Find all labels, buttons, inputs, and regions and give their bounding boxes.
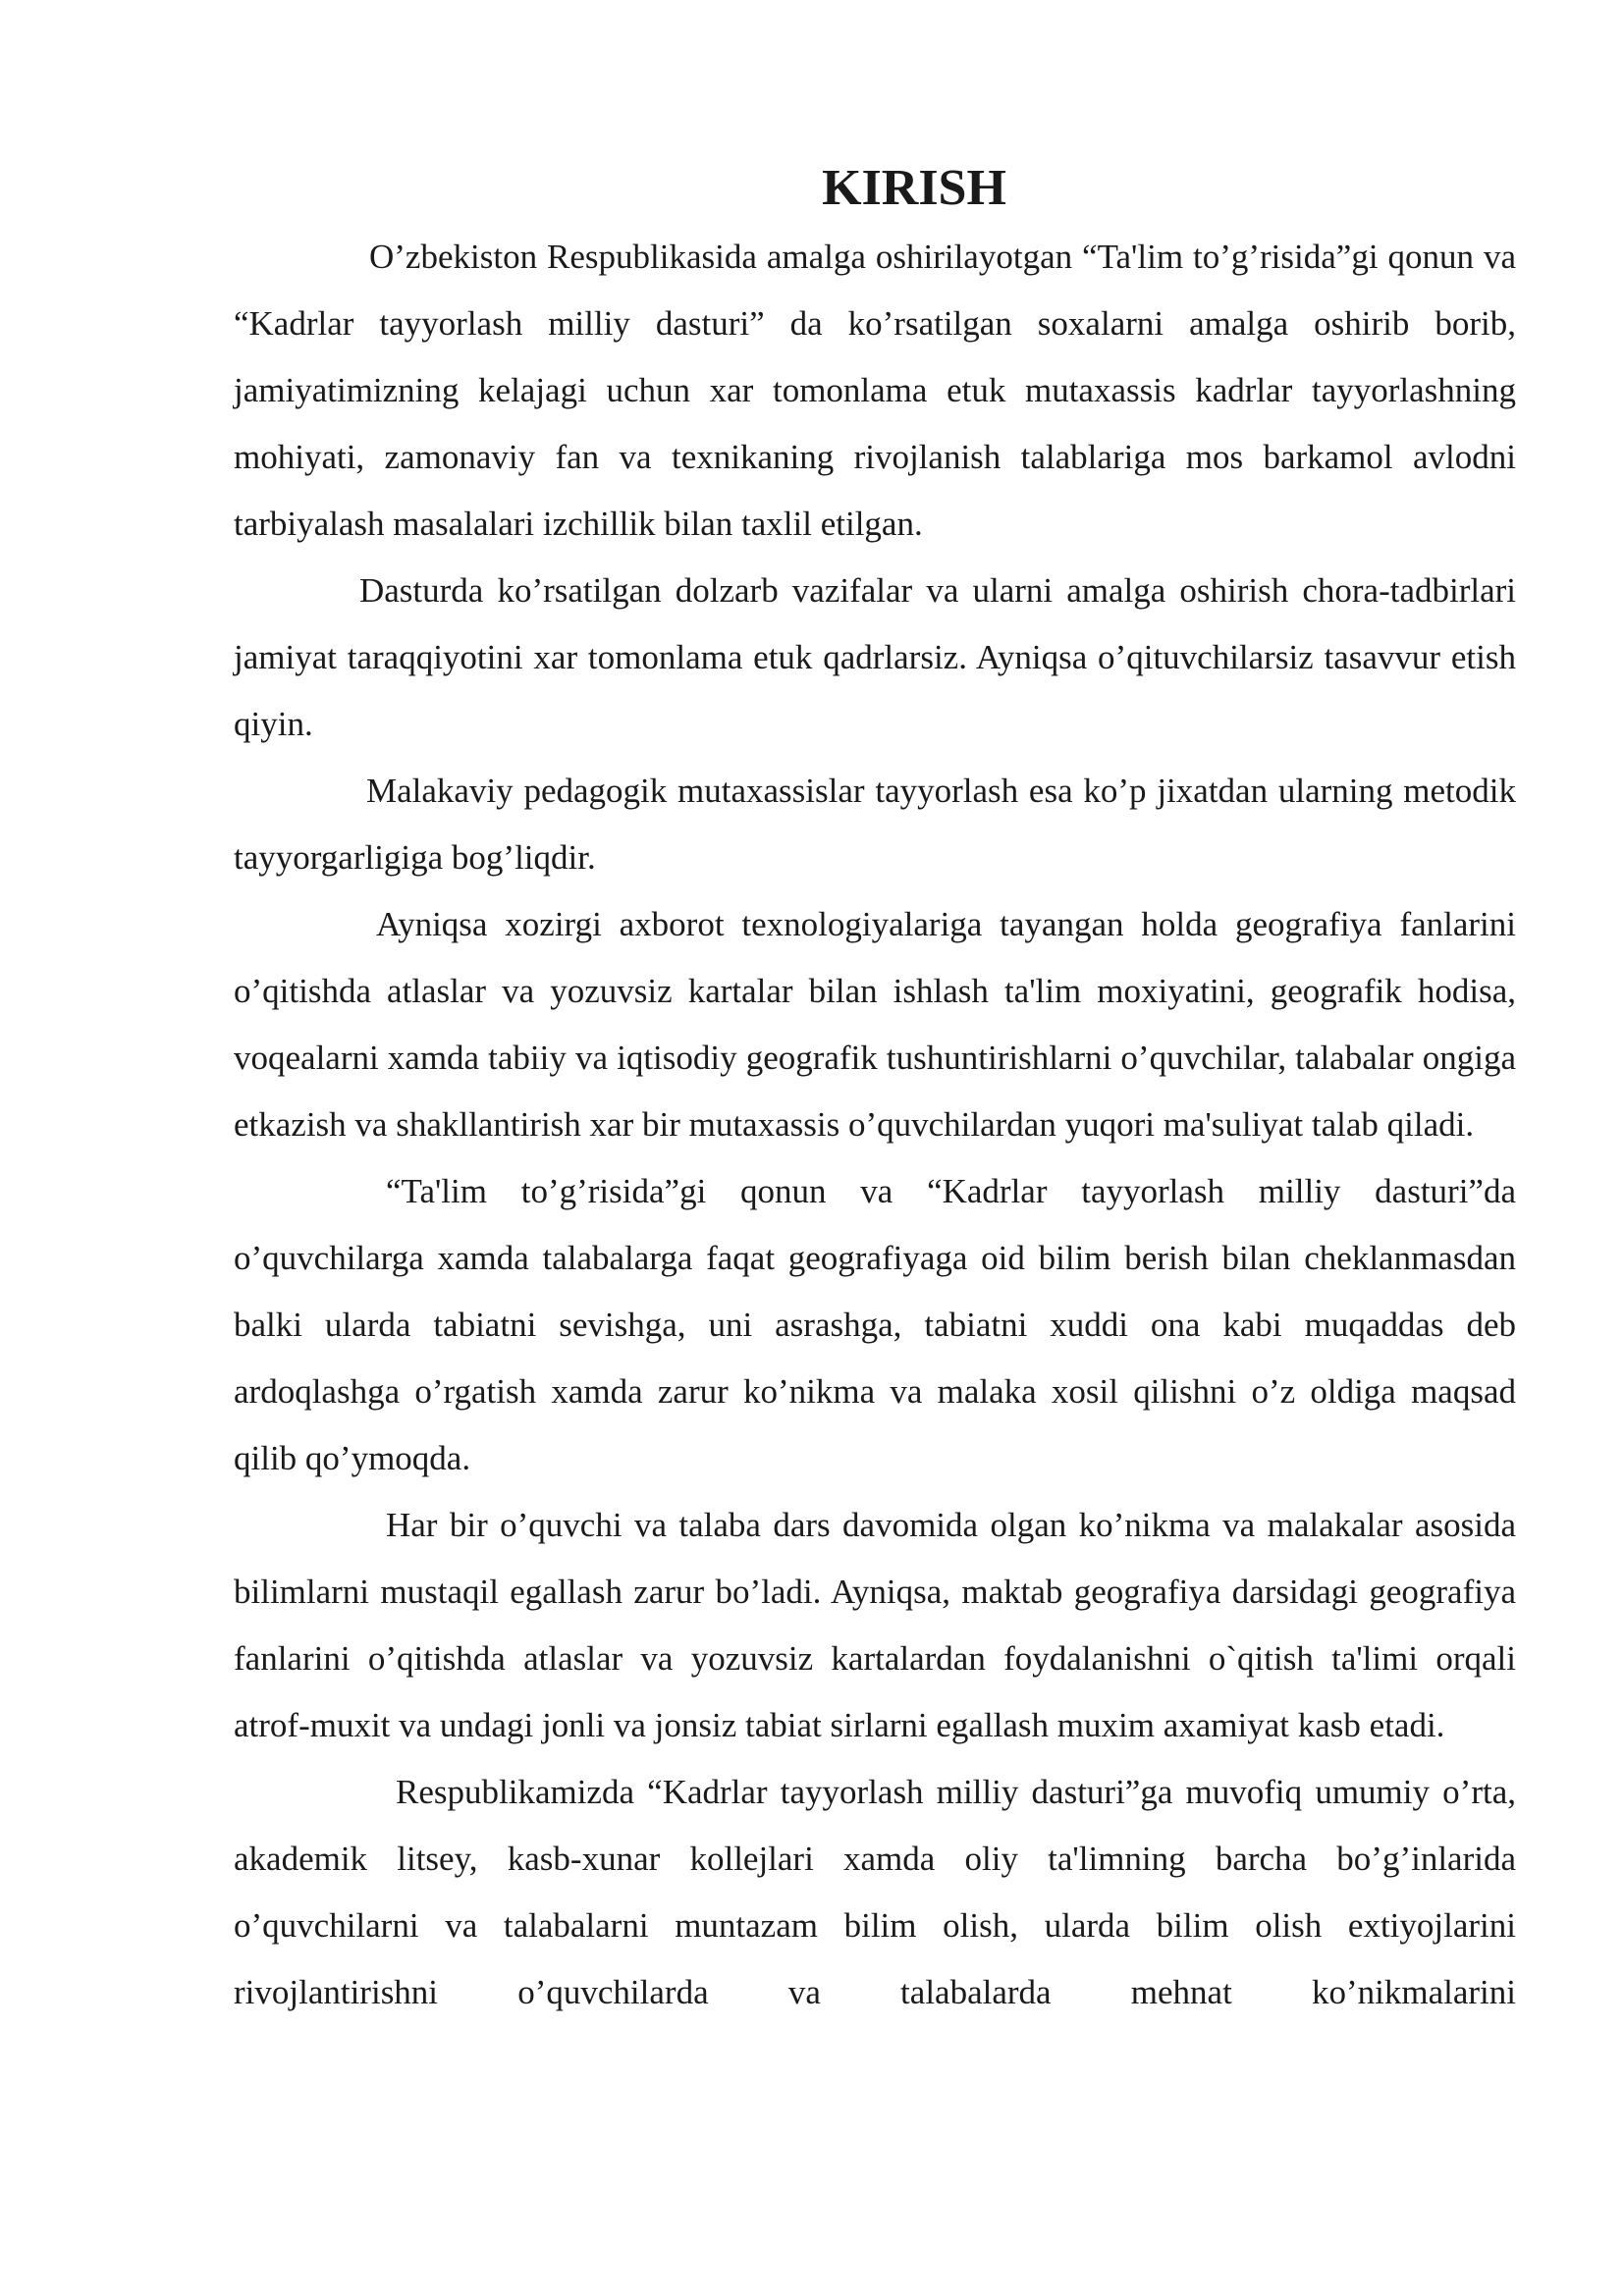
paragraph-2: Dasturda ko’rsatilgan dolzarb vazifalar va ularni amalga oshirish chora-tadbirlari jamiyat taraqqiyotini xar tomonlama etuk qadrlarsiz. Ayniqsa o’qituvchilarsiz tasavvur etish qiyin. xyxy=(234,571,1516,743)
paragraph-7: Respublikamizda “Kadrlar tayyorlash milliy dasturi”ga muvofiq umumiy o’rta, akademik litsey, kasb-xunar kollejlari xamda oliy ta'limning barcha bo’g’inlarida o’quvchilarni va talabalarni muntazam bilim olish, ularda bilim olish extiyojlarini rivojlantirishni o’quvchilarda va talabalarda mehnat ko’nikmalarini xyxy=(234,1773,1516,2011)
page-body xyxy=(234,155,1516,2026)
paragraph-5: “Ta'lim to’g’risida”gi qonun va “Kadrlar tayyorlash milliy dasturi”da o’quvchilarga xamda talabalarga faqat geografiyaga oid bilim berish bilan cheklanmasdan balki ularda tabiatni sevishga, uni asrashga, tabiatni xuddi ona kabi muqaddas deb ardoqlashga o’rgatish xamda zarur ko’nikma va malaka xosil qilishni o’z oldiga maqsad qilib qo’ymoqda. xyxy=(234,1172,1516,1477)
paragraph-6: Har bir o’quvchi va talaba dars davomida olgan ko’nikma va malakalar asosida bilimlarni mustaqil egallash zarur bo’ladi. Ayniqsa, maktab geografiya darsidagi geografiya fanlarini o’qitishda atlaslar va yozuvsiz kartalardan foydalanishni o`qitish ta'limi orqali atrof-muxit va undagi jonli va jonsiz tabiat sirlarni egallash muxim axamiyat kasb etadi. xyxy=(234,1506,1516,1744)
paragraph-1: O’zbekiston Respublikasida amalga oshirilayotgan “Ta'lim to’g’risida”gi qonun va “Kadrlar tayyorlash milliy dasturi” da ko’rsatilgan soxalarni amalga oshirib borib, jamiyatimizning kelajagi uchun xar tomonlama etuk mutaxassis kadrlar tayyorlashning mohiyati, zamonaviy fan va texnikaning rivojlanish talablariga mos barkamol avlodni tarbiyalash masalalari izchillik bilan taxlil etilgan. xyxy=(234,238,1516,543)
paragraph-4: Ayniqsa xozirgi axborot texnologiyalariga tayangan holda geografiya fanlarini o’qitishda atlaslar va yozuvsiz kartalar bilan ishlash ta'lim moxiyatini, geografik hodisa, voqealarni xamda tabiiy va iqtisodiy geografik tushuntirishlarni o’quvchilar, talabalar ongiga etkazish va shakllantirish xar bir mutaxassis o’quvchilardan yuqori ma'suliyat talab qiladi. xyxy=(234,905,1516,1144)
paragraph-3: Malakaviy pedagogik mutaxassislar tayyorlash esa ko’p jixatdan ularning metodik tayyorgarligiga bog’liqdir. xyxy=(234,772,1516,877)
page-title: KIRISH xyxy=(822,160,1006,216)
